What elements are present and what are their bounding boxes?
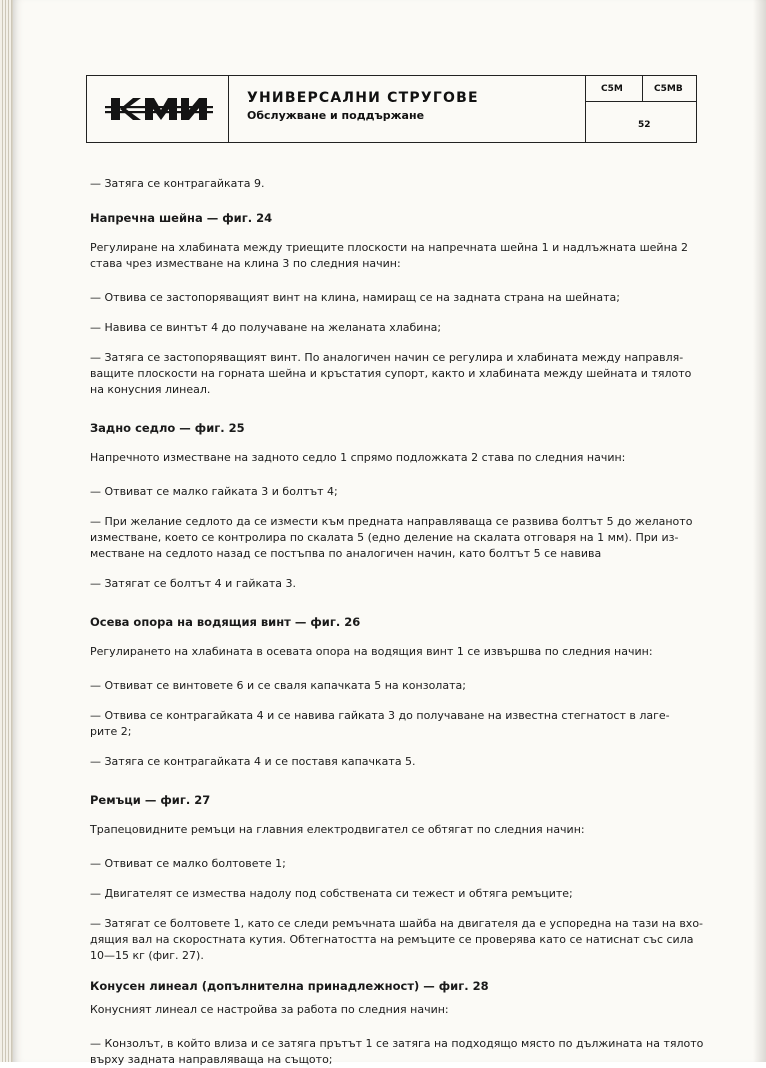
book-page-edges	[0, 0, 12, 1062]
section-24-para-line-1: Регулиране на хлабината между триещите плоскости на напречната шейна 1 и надлъжната шейна 2	[90, 241, 688, 254]
page-number: 52	[638, 120, 651, 130]
section-25-bullet-1: — Отвиват се малко гайката 3 и болтът 4;	[90, 485, 338, 498]
section-25-bullet-2-line-2: изместване, което се контролира по скалата 5 (едно деление на скалата отговаря на 1 мм). При из-	[90, 531, 679, 544]
model-code-cell	[585, 76, 696, 142]
section-26-bullet-2-line-2: рите 2;	[90, 725, 132, 738]
section-24-para-line-2: става чрез изместване на клина 3 по следния начин:	[90, 257, 401, 270]
section-25-para: Напречното изместване на задното седло 1 спрямо подложката 2 става по следния начин:	[90, 451, 626, 464]
section-28-heading: Конусен линеал (допълнителна принадлежност) — фиг. 28	[90, 979, 489, 993]
section-24-bullet-3-line-2: ващите плоскости на горната шейна и кръстатия супорт, както и хлабината между шейната и тялото	[90, 367, 692, 380]
section-27-bullet-3-line-1: — Затягат се болтовете 1, като се следи ремъчната шайба на двигателя да е успоредна на тази на вхо-	[90, 917, 704, 930]
section-25-heading: Задно седло — фиг. 25	[90, 421, 245, 435]
section-28-bullet-1-line-2: върху задната направляваща на същото;	[90, 1053, 333, 1066]
section-24-bullet-2: — Навива се винтът 4 до получаване на желаната хлабина;	[90, 321, 442, 334]
page-gutter-shadow	[753, 0, 766, 1062]
section-25-bullet-3: — Затягат се болтът 4 и гайката 3.	[90, 577, 297, 590]
section-28-bullet-1-line-1: — Конзолът, в който влиза и се затяга прътът 1 се затяга на подходящо място по дължината на тялото	[90, 1037, 704, 1050]
section-24-bullet-1: — Отвива се застопоряващият винт на клина, намиращ се на задната страна на шейната;	[90, 291, 620, 304]
section-25-bullet-2-line-3: местване на седлото назад се постъпва по аналогичен начин, като болтът 5 се навива	[90, 547, 602, 560]
section-24-heading: Напречна шейна — фиг. 24	[90, 211, 273, 225]
logo-cell	[87, 76, 229, 142]
section-26-bullet-1: — Отвиват се винтовете 6 и се сваля капачката 5 на конзолата;	[90, 679, 466, 692]
section-24-bullet-3-line-3: на конусния линеал.	[90, 383, 211, 396]
section-27-bullet-1: — Отвиват се малко болтовете 1;	[90, 857, 286, 870]
model-code-divider	[642, 76, 643, 102]
document-subtitle: Обслужване и поддържане	[247, 109, 425, 122]
document-title: УНИВЕРСАЛНИ СТРУГОВЕ	[247, 90, 479, 106]
section-26-bullet-2-line-1: — Отвива се контрагайката 4 и се навива гайката 3 до получаване на известна стегнатост в лаге-	[90, 709, 670, 722]
page-header	[86, 75, 697, 143]
document-body	[90, 176, 720, 1068]
section-26-para: Регулирането на хлабината в осевата опора на водящия винт 1 се извършва по следния начин:	[90, 645, 653, 658]
section-27-bullet-3-line-2: дящия вал на скоростната кутия. Обтегнатостта на ремъците се проверява като се натиснат със сила	[90, 933, 694, 946]
section-26-heading: Осева опора на водящия винт — фиг. 26	[90, 615, 361, 629]
intro-line: — Затяга се контрагайката 9.	[90, 177, 265, 190]
section-28-para: Конусният линеал се настройва за работа по следния начин:	[90, 1003, 449, 1016]
header-title-block	[247, 90, 479, 122]
company-logo	[105, 92, 213, 126]
model-code-c5m: C5M	[601, 84, 623, 94]
section-26-bullet-3: — Затяга се контрагайката 4 и се поставя капачката 5.	[90, 755, 416, 768]
section-27-bullet-3-line-3: 10—15 кг (фиг. 27).	[90, 949, 204, 962]
section-27-para: Трапецовидните ремъци на главния електродвигател се обтягат по следния начин:	[90, 823, 585, 836]
section-24-bullet-3-line-1: — Затяга се застопоряващият винт. По аналогичен начин се регулира и хлабината между направля-	[90, 351, 684, 364]
section-27-heading: Ремъци — фиг. 27	[90, 793, 211, 807]
section-27-bullet-2: — Двигателят се измества надолу под собствената си тежест и обтяга ремъците;	[90, 887, 573, 900]
model-code-c5mb: C5MB	[654, 84, 683, 94]
model-code-row	[586, 76, 696, 102]
section-25-bullet-2-line-1: — При желание седлото да се измести към предната направляваща се развива болтът 5 до желаното	[90, 515, 693, 528]
